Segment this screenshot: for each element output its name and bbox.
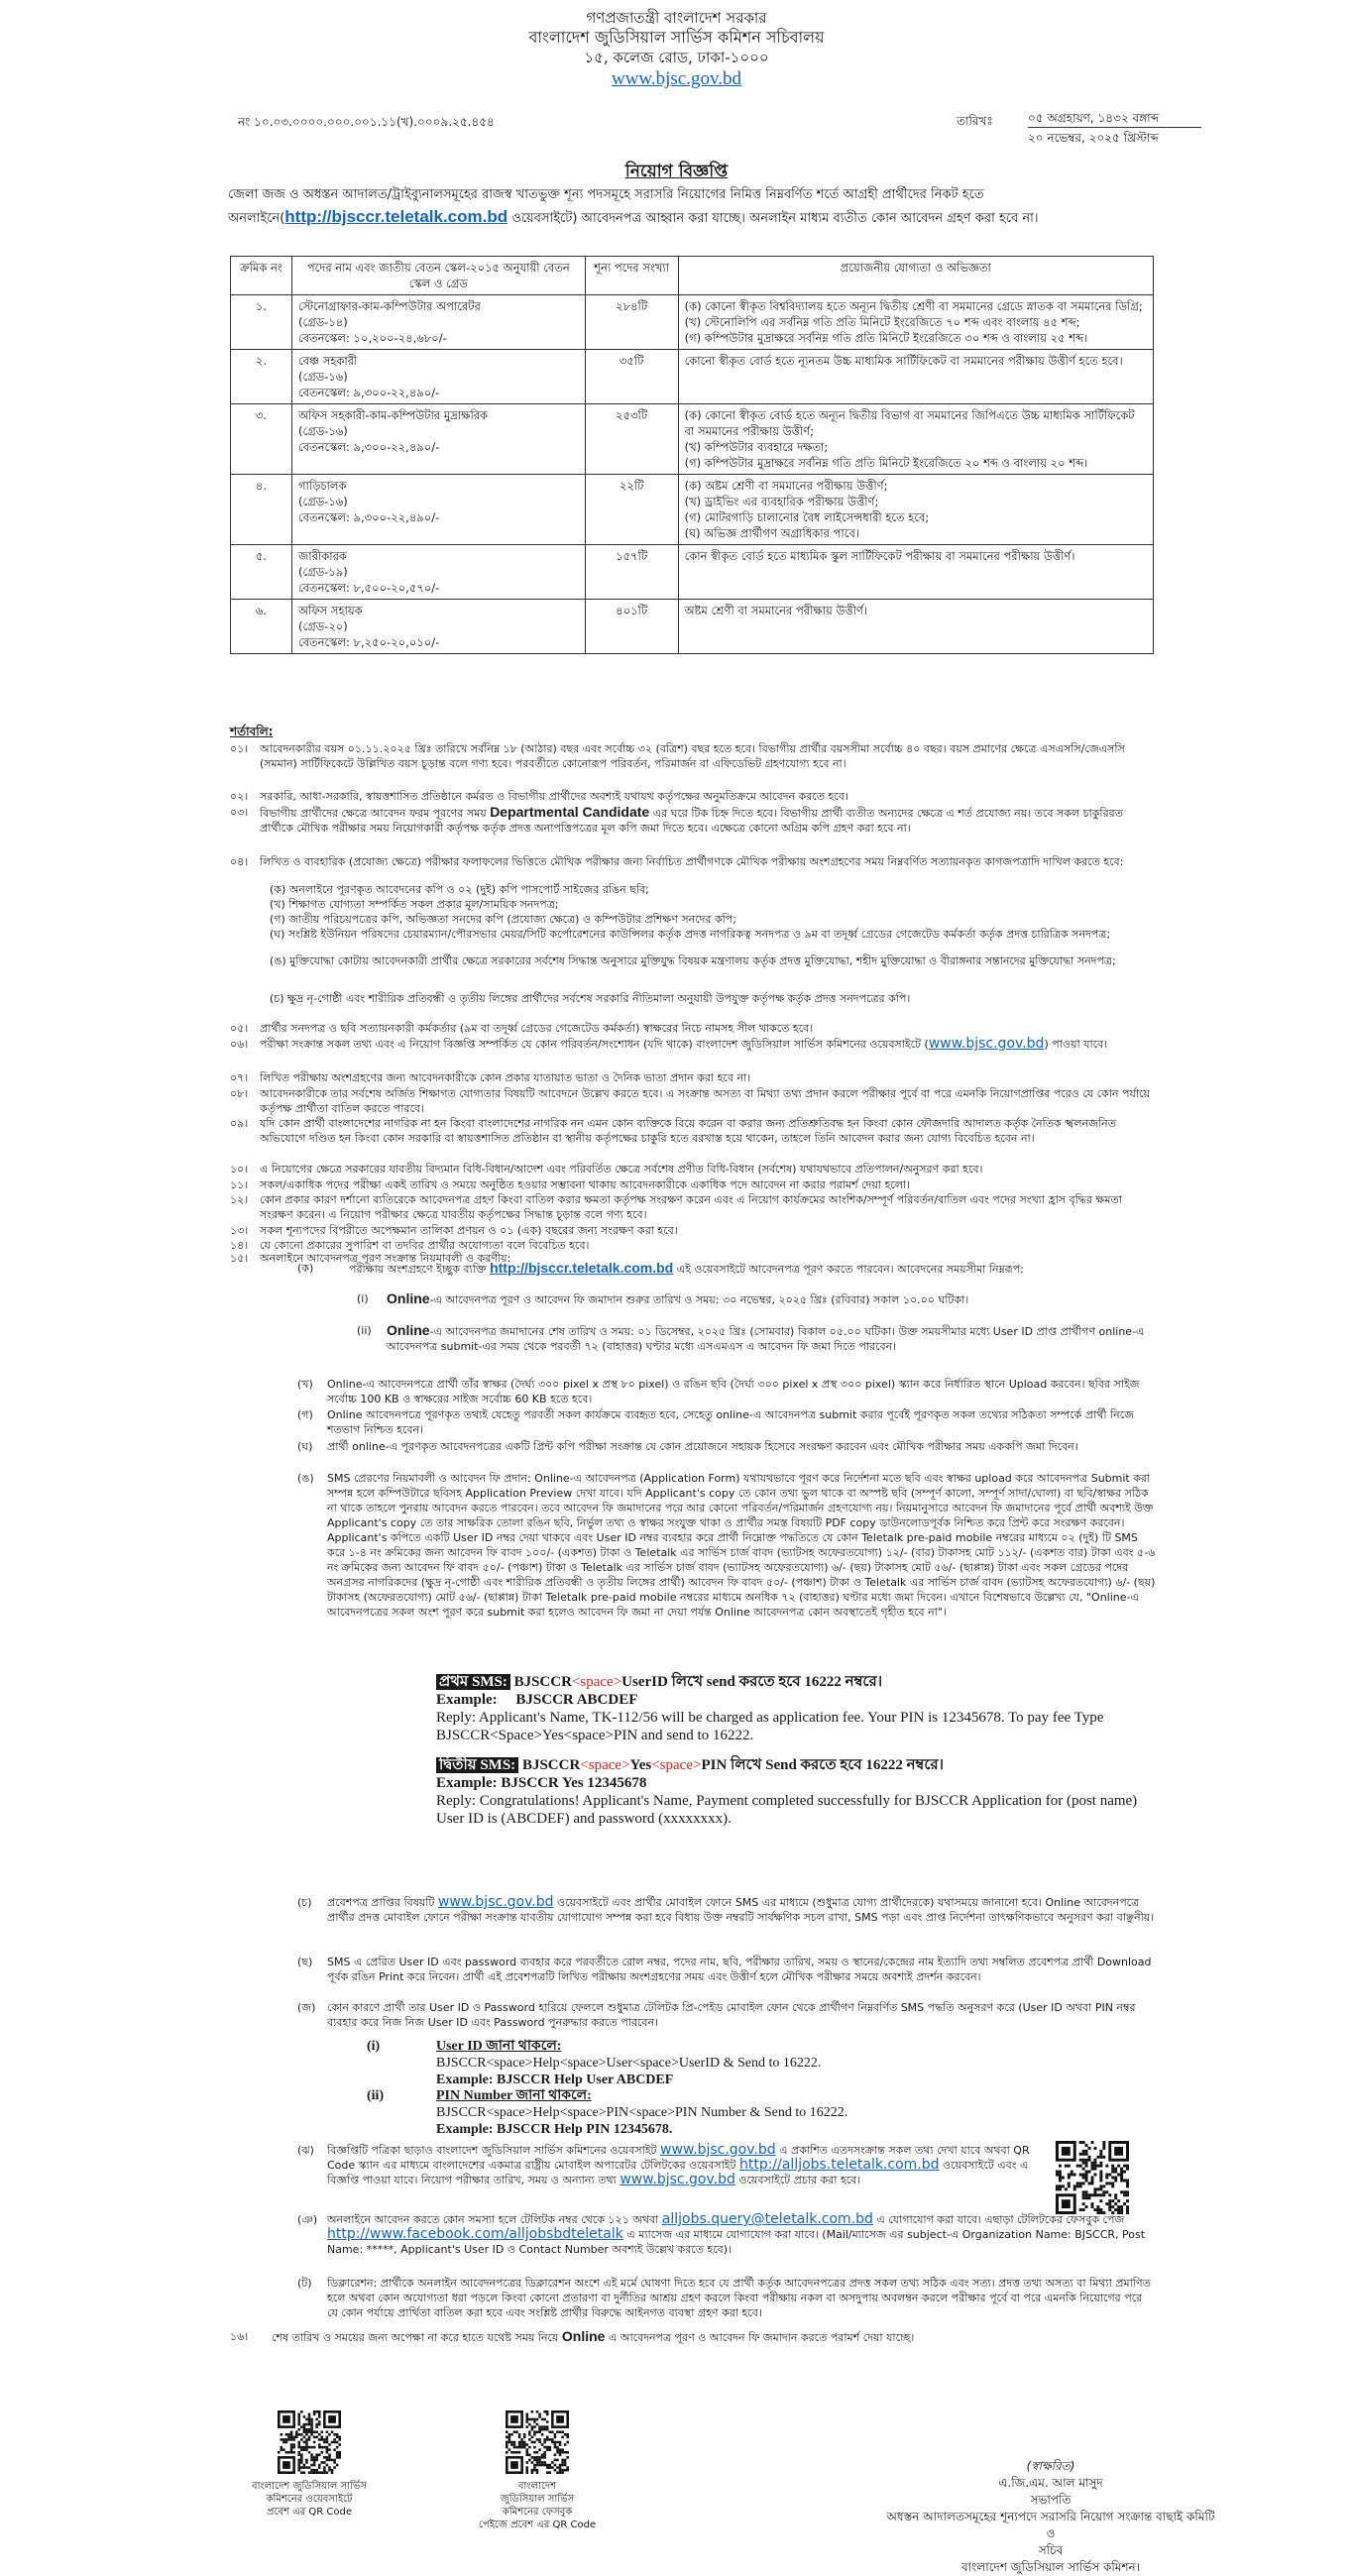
requirement-cell [678,295,1153,350]
condition-number: ০৭। [230,1071,249,1084]
qr-caption-website [230,2480,389,2519]
online-cha [297,1895,1156,1925]
condition-number: ০৫। [230,1022,249,1035]
requirement-line: (খ) স্টেনোলিপি এর সর্বনিম্ন গতি প্রতি মিনিটে ইংরেজিতে ৭০ শব্দ এবং বাংলায় ৪৫ শব্দ; [684,315,1080,329]
qr-code-website [278,2410,341,2474]
first-sms-block [436,1673,1160,1744]
condition-number: ০৪। [230,855,249,868]
table-row [231,404,1154,475]
signatory-office: বাংলাদেশ জুডিসিয়াল সার্ভিস কমিশন। [960,2560,1141,2574]
item-label: (খ) [297,1378,313,1391]
condition-number: ০২। [230,790,249,803]
condition-text: লিখিত ও ব্যবহারিক (প্রযোজ্য ক্ষেত্রে) পরীক্ষার ফলাফলের ভিত্তিতে মৌখিক পরীক্ষার জন্য নির্বাচিত প্রার্থীগণকে মৌখিক পরীক্ষায় অংশগ্রহণের সময় নিম্নবর্ণিত সত্যায়নকৃত কাগজপত্রাদি দাখিল করতে হবে: [260,855,1124,868]
requirement-line: (ঘ) অভিজ্ঞ প্রার্থীগণ অগ্রাধিকার পাবে। [684,526,859,540]
requirement-cell [678,350,1153,404]
first-sms-command [436,1673,1160,1691]
qr-caption-line: জুডিসিয়াল সার্ভিস [500,2494,575,2505]
query-email-link[interactable]: alljobs.query@teletalk.com.bd [661,2211,873,2227]
item-label: (ট) [297,2277,312,2290]
qr-icon [1056,2141,1129,2214]
condition-number: ১২। [230,1193,249,1206]
recover-title: User ID জানা থাকলে: [436,2039,562,2054]
post-grade: (গ্রেড-১৯) [297,565,348,579]
requirement-line: কোন স্বীকৃত বোর্ড হতে মাধ্যমিক স্কুল সার্টিফিকেট পরীক্ষায় বা সমমানের পরীক্ষায় উত্তীর্ণ। [684,549,1075,563]
condition-text [260,805,1157,836]
sms-instruction: লিখে send করতে হবে 16222 নম্বরে। [667,1674,883,1690]
intro-text-2: ওয়েবসাইটে) আবেদনপত্র আহ্বান করা যাচ্ছে। অনলাইন মাধ্যম ব্যতীত কোন আবেদন গ্রহণ করা হবে না। [507,211,1039,226]
condition-text [260,1116,1157,1146]
item-text-part: -এ আবেদনপত্র পূরণ ও আবেদন ফি জমাদান শুরুর তারিখ ও সময়: ৩০ নভেম্বর, ২০২৫ খ্রিঃ (রবিবার) সকাল ১০.০০ ঘটিকা। [429,1293,969,1306]
item-text [387,1323,1156,1354]
post-name: বেঞ্চ সহকারী [297,354,358,368]
sms-keyword: BJSCCR [521,1757,581,1773]
qr-code-notice [1056,2141,1129,2214]
qr-caption-line: কমিশনের ওয়েবসাইটে [266,2494,353,2505]
post-scale: বেতনস্কেল: ১০,২০০-২৪,৬৮০/- [297,331,447,345]
condition-item [230,1070,1157,1085]
item-text: ডিক্লারেশন: প্রার্থীকে অনলাইন আবেদনপত্রের ডিক্লারেশন অংশে এই মর্মে ঘোষণা দিতে হবে যে প্রার্থী কর্তৃক আবেদনপত্রের প্রদত্ত সকল তথ্য সঠিক এবং সত্য। প্রদত্ত তথ্য অসত্য বা মিথ্যা প্রমাণিত হলে অথবা কোন অযোগ্যতা ধরা পড়লে কিংবা কোনো প্রতারণা বা দুর্নীতির আশ্রয় গ্রহণ করলে কিংবা পরীক্ষায় নকল বা অসদুপায় অবলম্বন করলে পরীক্ষার পূর্বে বা পরে এমনকি নিয়োগের পরে যে কোন পর্যায়ে প্রার্থিতা বাতিল করা হবে এবং সংশ্লিষ্ট প্রার্থীর বিরুদ্ধে আইনগত ব্যবস্থা গ্রহণ করা হবে। [327,2277,1151,2319]
recover-userid [367,2038,1061,2088]
online-gha [297,1439,1156,1454]
condition-item [230,1116,1157,1146]
requirement-line: (ক) কোনো স্বীকৃত বোর্ড হতে অন্যূন দ্বিতীয় বিভাগ বা সমমানের জিপিএতে উচ্চ মাধ্যমিক সার্টিফিকেট বা সমমানের পরীক্ষায় উত্তীর্ণ; [684,408,1135,438]
condition-item [230,1162,1157,1176]
sms-instruction: লিখে Send করতে হবে 16222 নম্বরে। [727,1757,945,1773]
condition-number: ০৮। [230,1087,249,1100]
online-word: Online [387,1290,430,1306]
item-text-part: এ প্রকাশিত এতদসংক্রান্ত সকল তথ্য দেখা যাবে অথবা QR Code স্ক্যান এর মাধ্যমে বাংলাদেশের একমাত্র রাষ্ট্রীয় মোবাইল অপারেটর টেলিটকের ওয়েবসাইট [327,2144,1030,2172]
condition-text [260,1037,1157,1052]
address-line: ১৫, কলেজ রোড, ঢাকা-১০০০ [584,49,769,66]
condition-4-item: (ক) অনলাইনে পূরণকৃত আবেদনের কপি ও ০২ (দুই) কপি পাসপোর্ট সাইজের রঙিন ছবি; [270,883,649,896]
online-ngo [297,1471,1156,1620]
condition-4-item: (খ) শিক্ষাগত যোগ্যতা সম্পর্কিত সকল প্রকার মূল/সাময়িক সনদপত্র; [270,898,559,911]
sms-userid-token: UserID [621,1674,668,1690]
item-label: (চ) [297,1896,312,1909]
table-row [231,545,1154,600]
sms-pin-token: PIN [701,1757,728,1773]
item-label: (ঝ) [297,2144,314,2157]
table-row [231,350,1154,404]
signatory-name: এ.জি.এম. আল মাসুদ [998,2476,1103,2490]
requirement-cell [678,475,1153,545]
condition-text-part: এ আবেদনপত্র পূরণ ও আবেদন ফি জমাদান করতে পরামর্শ দেয়া যাচ্ছে। [605,2331,915,2344]
condition-text-part: শেষ তারিখ ও সময়ের জন্য অপেক্ষা না করে হাতে যথেষ্ট সময় নিয়ে [272,2331,562,2344]
post-grade: (গ্রেড-১৬) [297,495,348,508]
item-text [387,1291,1156,1307]
signatory-secretary: সচিব [1038,2543,1064,2557]
online-jha [297,2143,1046,2187]
govt-line: গণপ্রজাতন্ত্রী বাংলাদেশ সরকার [586,9,767,27]
item-label: (ঙ) [297,1472,314,1485]
online-ja [297,2000,1156,2030]
condition-text-part: যদি কোন প্রার্থী বাংলাদেশের নাগরিক না হন কিংবা বাংলাদেশের নাগরিক নন এমন কোন ব্যক্তিকে বিয়ে করেন বা করার জন্য প্রতিশ্রুতিবদ্ধ হন কিংবা কোন ফৌজদারি আদালত কর্তৃক নৈতিক স্খলনজনিত অভিযোগে দণ্ডিত হন কিংবা কোন সরকারি বা স্বায়ত্তশাসিত প্রতিষ্ঠান বা স্থানীয় কর্তৃপক্ষের চাকুরি হতে বরখাস্ত হয়ে থাকেন, তাহলে তিনি আবেদন করার জন্য যোগ্য বিবেচিত হবেন না। [260,1117,1116,1145]
recover-text [436,2038,1061,2088]
condition-4-item: (চ) ক্ষুদ্র নৃ-গোষ্ঠী এবং শারীরিক প্রতিবন্ধী ও তৃতীয় লিঙ্গের প্রার্থীদের সর্বশেষ সরকারি নীতিমালা অনুযায়ী উপযুক্ত কর্তৃপক্ষ কর্তৃক প্রদত্ত সনদপত্রের কপি। [270,992,911,1005]
condition-text-part: সকল/একাধিক পদের পরীক্ষা একই তারিখ ও সময়ে অনুষ্ঠিত হওয়ার সম্ভাবনা থাকায় আবেদনকারীকে একাধিক পদে আবেদন না করার পরামর্শ দেয়া হলো। [260,1178,911,1191]
alljobs-link[interactable]: http://alljobs.teletalk.com.bd [738,2157,940,2173]
requirement-cell [678,404,1153,475]
serial-cell: ৬. [231,600,292,654]
post-grade: (গ্রেড-১৬) [297,370,348,384]
qr-icon [506,2410,569,2474]
condition-text [260,1162,1157,1176]
serial-cell: ২. [231,350,292,404]
condition-item [230,1177,1157,1192]
recover-example: Example: BJSCCR Help PIN 12345678. [436,2122,673,2137]
recover-title: PIN Number জানা থাকলে: [436,2088,592,2103]
vacancy-cell: ২৫৩টি [585,404,678,475]
qr-caption-line: বাংলাদেশ জুডিসিয়াল সার্ভিস [252,2481,367,2492]
serial-cell: ১. [231,295,292,350]
post-name: জারীকারক [297,549,347,563]
second-sms-label: দ্বিতীয় SMS: [436,1757,518,1773]
recover-text [436,2087,1061,2138]
post-name: অফিস সহায়ক [297,604,363,617]
first-sms-label: প্রথম SMS: [436,1674,510,1690]
teletalk-apply-link[interactable]: http://bjsccr.teletalk.com.bd [490,1260,674,1276]
sms-space-token: <space> [651,1757,702,1773]
condition-number: ১০। [230,1163,249,1176]
online-i [357,1291,1156,1307]
condition-item [230,1021,1157,1036]
qr-code-facebook [506,2410,569,2474]
condition-text-part: প্রার্থীর সনদপত্র ও ছবি সত্যায়নকারী কর্মকর্তার (৯ম বা তদূর্ধ্ব গ্রেডের গেজেটেড কর্মকর্তা) স্বাক্ষরের নিচে নামসহ সীল থাকতে হবে। [260,1022,814,1035]
online-ga [297,1407,1156,1437]
teletalk-link[interactable]: http://bjsccr.teletalk.com.bd [284,207,508,226]
condition-number: ০৬। [230,1038,249,1051]
recover-example: Example: BJSCCR Help User ABCDEF [436,2072,674,2087]
posts-table-body [231,295,1154,654]
item-text-part: এ যোগাযোগ করা যাবে। এছাড়া টেলিটকের ফেসবুক পেজ [872,2213,1125,2226]
item-text [327,1895,1156,1925]
condition-text [260,1177,1157,1192]
condition-text-part: ) পাওয়া যাবে। [1044,1038,1108,1051]
condition-2 [230,789,1157,804]
post-name: গাড়িচালক [297,479,347,493]
online-word: Online [387,1322,430,1338]
bjsc-link[interactable]: www.bjsc.gov.bd [928,1036,1045,1052]
sms-space-token: <space> [571,1674,622,1690]
online-chha [297,1955,1156,1984]
item-text-part: বিজ্ঞপ্তিটি পত্রিকা ছাড়াও বাংলাদেশ জুডিসিয়াল সার্ভিস কমিশনের ওয়েবসাইট [327,2144,661,2157]
requirement-line: কোনো স্বীকৃত বোর্ড হতে ন্যূনতম উচ্চ মাধ্যমিক সার্টিফিকেট বা সমমানের পরীক্ষায় উত্তীর্ণ হতে হবে। [684,354,1123,368]
post-cell [291,545,585,600]
requirement-line: (ক) কোনো স্বীকৃত বিশ্ববিদ্যালয় হতে অন্যূন দ্বিতীয় শ্রেণী বা সমমানের গ্রেডে স্নাতক বা সমমানের ডিগ্রি; [684,299,1143,313]
condition-number: ১৪। [230,1239,249,1252]
post-scale: বেতনস্কেল: ৯,৩০০-২২,৪৯০/- [297,386,440,399]
date-english: ২০ নভেম্বর, ২০২৫ খ্রিস্টাব্দ [1028,131,1159,145]
item-label: (ছ) [297,1956,313,1968]
item-label: (জ) [297,2001,316,2014]
condition-text [260,1086,1157,1116]
condition-text: আবেদনকারীর বয়স ০১.১১.২০২৫ খ্রিঃ তারিখে সর্বনিম্ন ১৮ (আঠার) বছর এবং সর্বোচ্চ ৩২ (বত্রিশ) বছর হতে হবে। বিভাগীয় প্রার্থীর বয়সসীমা সর্বোচ্চ ৪০ বছর। বয়স প্রমাণের ক্ষেত্রে এসএসসি/জেএসসি (সমমান) সার্টিফিকেটে উল্লিখিত বয়স চূড়ান্ত বলে গণ্য হবে। পরবর্তীতে কোনোরূপ পরিবর্তন, পরিমার্জন বা এফিডেভিট গ্রহণযোগ্য হবে না। [260,742,1125,770]
condition-text [260,1021,1157,1036]
online-kha [297,1377,1156,1406]
qr-caption-line: কমিশনের ফেসবুক [502,2507,573,2518]
condition-text-part: এ নিয়োগের ক্ষেত্রে সরকারের যাবতীয় বিদ্যমান বিধি-বিধান/আদেশ এবং পরিবর্তিত ক্ষেত্রে সর্বশেষ প্রণীত বিধি-বিধান (সর্বশেষ) যথাযথভাবে প্রতিপালন/অনুসরণ করা হবে। [260,1163,983,1176]
condition-text-part: সকল শূন্যপদের বিপরীতে অপেক্ষমান তালিকা প্রণয়ন ও ০১ (এক) বছরের জন্য সংরক্ষণ করা হবে। [260,1224,678,1237]
post-name: স্টেনোগ্রাফার-কাম-কম্পিউটার অপারেটর [297,299,481,313]
item-label: (ii) [357,1324,372,1337]
item-text-part: অনলাইনে আবেদন করতে কোন সমস্যা হলে টেলিটক নম্বর থেকে ১২১ অথবা [327,2213,662,2226]
second-sms-reply: Reply: Congratulations! Applicant's Name, Payment completed successfully for BJSCCR Application for (post name) User ID is (ABCDEF) and password (xxxxxxxx). [436,1793,1138,1827]
condition-number: ১১। [230,1178,249,1191]
qr-caption-line: প্রবেশ এর QR Code [266,2507,353,2518]
recover-command: BJSCCR<space>Help<space>User<space>UserID & Send to 16222. [436,2056,822,2071]
signature-block [753,2458,1348,2576]
sms-keyword: BJSCCR [513,1674,572,1690]
item-text: SMS প্রেরণের নিয়মাবলী ও আবেদন ফি প্রদান: Online-এ আবেদনপত্র (Application Form) যথাযথভাবে পূরণ করে নির্দেশনা মতে ছবি এবং স্বাক্ষর upload করে আবেদনপত্র Submit করা সম্পন্ন হলে কম্পিউটারে ছবিসহ Application Preview দেখা যাবে। যদি Applicant's copy তে কোন তথ্য ভুল থাকে বা অস্পষ্ট ছবি (সম্পূর্ণ কালো, সম্পূর্ণ সাদা/ঘোলা) বা ছবি/স্বাক্ষর সঠিক না থাকে তাহলে পুনরায় আবেদন করতে পারবেন। তবে আবেদন ফি জমাদানের পরে আর কোনো পরিবর্তন/পরিমার্জন গ্রহণযোগ্য নয়। নিয়মানুসারে আবেদন ফি জমাদানের পূর্বে প্রার্থী অবশ্যই উক্ত Applicant's copy তে তার সাক্ষরিক তোলা রঙিন ছবি, নির্ভুল তথ্য ও স্বাক্ষর সংযুক্ত থাকা ও প্রার্থীর সমস্ত বিষয়টি PDF copy ডাউনলোডপূর্বক নিশ্চিত করে প্রিন্ট করে সংরক্ষণ করবেন। Applicant's কপিতে একটি User ID নম্বর দেয়া থাকবে এবং User ID নম্বর ব্যবহার করে প্রার্থী নিম্নোক্ত পদ্ধতিতে যে কোন Teletalk pre-paid mobile নম্বরের মাধ্যমে ০২ (দুই) টি SMS করে ১-৪ নং ক্রমিকের জন্য আবেদন ফি বাবদ ১০০/- (একশত) টাকা ও Teletalk এর সার্ভিস চার্জ বাবদ (ভ্যাটসহ অফেরতযোগ্য) ১২/- (বার) টাকাসহ মোট ১১২/- (একশত বার) টাকা এবং ৫-৬ নং ক্রমিকের জন্য আবেদন ফি বাবদ ৫০/- (পঞ্চাশ) টাকা ও Teletalk এর সার্ভিস চার্জ বাবদ (ভ্যাটসহ অফেরতযোগ্য) ৬/- (ছয়) টাকাসহ মোট ৫৬/- (ছাপ্পান্ন) টাকা এবং সকল গ্রেডের পদের অনগ্রসর নাগরিকদের (ক্ষুদ্র নৃ-গোষ্ঠী এবং শারীরিক প্রতিবন্ধী ও তৃতীয় লিঙ্গের প্রার্থী) আবেদন ফি বাবদ ৫০/- (পঞ্চাশ) টাকা ও Teletalk এর সার্ভিস চার্জ বাবদ (ভ্যাটসহ অফেরতযোগ্য) ৬/- (ছয়) টাকাসহ (অফেরতযোগ্য) মোট ৫৬/- (ছাপ্পান্ন) টাকা Teletalk pre-paid mobile নম্বরের মাধ্যমে অনধিক ৭২ (বাহাত্তর) ঘণ্টার মধ্যে জমা দিবেন। এখানে বিশেষভাবে উল্লেখ্য যে, "Online-এ আবেদনপত্রের সকল অংশ পূরণ করে submit করা হলেও আবেদন ফি জমা না দেয়া পর্যন্ত Online আবেদনপত্র কোন অবস্থাতেই গৃহীত হবে না"। [327,1472,1156,1619]
item-text-part: -এ আবেদনপত্র জমাদানের শেষ তারিখ ও সময়: ০১ ডিসেম্বর, ২০২৫ খ্রিঃ (সোমবার) বিকাল ০৫.০০ ঘটিকা। উক্ত সময়সীমার মধ্যে User ID প্রাপ্ত প্রার্থীগণ online-এ আবেদনপত্র submit-এর সময় থেকে পরবর্তী ৭২ (বাহাত্তর) ঘণ্টার মধ্যে এসএমএস এ আবেদন ফি জমা দিতে পারবেন। [387,1325,1145,1353]
online-nya [297,2212,1156,2257]
post-cell [291,404,585,475]
requirement-cell [678,600,1153,654]
second-sms-example [436,1774,1160,1792]
condition-number: ১৫। [230,1252,249,1265]
item-text-part: এই ওয়েবসাইটে আবেদনপত্র পূরণ করতে পারবেন। আবেদনের সময়সীমা নিম্নরূপ: [673,1263,1024,1276]
table-header-row [231,257,1154,295]
post-grade: (গ্রেড-১৪) [297,315,348,329]
intro-text-1: জেলা জজ ও অধস্তন আদালত/ট্রাইব্যুনালসমূহের রাজস্ব খাতভুক্ত শূন্য পদসমূহে সরাসরি নিয়োগের নিমিত্ত নিম্নবর্ণিত শর্তে আগ্রহী প্রার্থীদের নিকট হতে অনলাইনে( [228,187,984,226]
vacancy-cell: ২৮৪টি [585,295,678,350]
facebook-link[interactable]: http://www.facebook.com/alljobsbdteletalk [327,2226,623,2242]
post-scale: বেতনস্কেল: ৯,৩০০-২২,৪৯০/- [297,510,440,524]
signatory-role: সভাপতি [1030,2493,1071,2507]
vacancy-cell: ১৫৭টি [585,545,678,600]
online-ii [357,1323,1156,1354]
condition-text-part: পরীক্ষা সংক্রান্ত সকল তথ্য এবং এ নিয়োগ বিজ্ঞপ্তি সম্পর্কিত যে কোন পরিবর্তন/সংশোধন (যদি থাকে) বাংলাদেশ জুডিসিয়াল সার্ভিস কমিশনের ওয়েবসাইটে ( [260,1038,929,1051]
requirement-line: অষ্টম শ্রেণী বা সমমানের পরীক্ষায় উত্তীর্ণ। [684,604,868,617]
example-value: BJSCCR Yes 12345678 [501,1775,647,1791]
qr-caption-line: বাংলাদেশ [517,2481,557,2492]
online-ta [297,2276,1156,2320]
notice-title: নিয়োগ বিজ্ঞপ্তি [624,162,729,181]
condition-text-part: এর ঘরে টিক চিহ্ন দিতে হবে। বিভাগীয় প্রার্থী ব্যতীত অন্যদের ক্ষেত্রে এ শর্ত প্রযোজ্য নয়। তবে সকল চাকুরিরত প্রার্থীকে মৌখিক পরীক্ষার সময় নিয়োগকারী কর্তৃপক্ষ কর্তৃক প্রদত্ত অনাপত্তিপত্রের মূল কপি জমা দিতে হবে। এক্ষেত্রে কোনো অগ্রিম কপি গ্রহণ করা হবে না। [260,807,1123,835]
example-value: BJSCCR ABCDEF [515,1692,638,1708]
condition-4-item: (ঙ) মুক্তিযোদ্ধা কোটায় আবেদনকারী প্রার্থীর ক্ষেত্রে সরকারের সর্বশেষ সিদ্ধান্ত অনুসারে মুক্তিযুদ্ধ বিষয়ক মন্ত্রণালয় কর্তৃক প্রদত্ত মুক্তিযোদ্ধা, শহীদ মুক্তিযোদ্ধা ও বীরাঙ্গনার সন্তানদের মুক্তিযোদ্ধা সনদপত্র; [270,954,1116,967]
recover-pin [367,2087,1061,2138]
departmental-candidate-label: Departmental Candidate [490,804,650,820]
date-bangla: ০৫ অগ্রহায়ণ, ১৪৩২ বঙ্গাব্দ [1028,109,1201,128]
signatory-committee: অধস্তন আদালতসমূহের শূন্যপদে সরাসরি নিয়োগ সংক্রান্ত বাছাই কমিটি [886,2510,1215,2523]
condition-text-part: আবেদনকারীকে তার সর্বশেষ অর্জিত শিক্ষাগত যোগ্যতার বিষয়টি আবেদনে উল্লেখ করতে হবে। এ সংক্রান্ত অসত্য বা মিথ্যা তথ্য প্রদান করলে পরীক্ষার পূর্বে বা পরে এমনকি নিয়োগপ্রাপ্তির পরেও যে কোন পর্যায়ে কর্তৃপক্ষ প্রার্থীতা বাতিল করতে পারবে। [260,1087,1150,1115]
condition-text-part: যে কোনো প্রকারের সুপারিশ বা তদবির প্রার্থীর অযোগ্যতা বলে বিবেচিত হবে। [260,1239,590,1252]
serial-cell: ৫. [231,545,292,600]
condition-item [230,1086,1157,1116]
item-text-part: প্রবেশপত্র প্রাপ্তির বিষয়টি [327,1896,438,1909]
qr-caption-facebook [458,2480,617,2531]
signed-mark: (স্বাক্ষরিত) [1026,2459,1075,2473]
recover-command: BJSCCR<space>Help<space>PIN<space>PIN Number & Send to 16222. [436,2105,848,2120]
example-label: Example: [436,1775,498,1791]
condition-text-part: লিখিত পরীক্ষায় অংশগ্রহণের জন্য আবেদনকারীকে কোন প্রকার যাতায়াত ভাতা ও দৈনিক ভাতা প্রদান করা হবে না। [260,1071,751,1084]
website-link[interactable]: www.bjsc.gov.bd [611,68,742,89]
item-text-part: পরীক্ষায় অংশগ্রহণে ইচ্ছুক ব্যক্তি [349,1263,491,1276]
bjsc-link[interactable]: www.bjsc.gov.bd [437,1894,554,1910]
item-text: Online আবেদনপত্রে পূরণকৃত তথ্যই যেহেতু পরবর্তী সকল কার্যক্রমে ব্যবহৃত হবে, সেহেতু online-এ আবেদনপত্র submit করার পূর্বেই পূরণকৃত সকল তথ্যের সঠিকতা সম্পর্কে প্রার্থী নিজে শতভাগ নিশ্চিত হবেন। [327,1408,1134,1436]
col-requirement: প্রয়োজনীয় যোগ্যতা ও অভিজ্ঞতা [678,257,1153,295]
requirement-line: (ক) অষ্টম শ্রেণী বা সমমানের পরীক্ষায় উত্তীর্ণ; [684,479,888,493]
post-scale: বেতনস্কেল: ৯,৩০০-২২,৪৯০/- [297,440,440,454]
conditions-title: শর্তাবলি: [230,725,274,738]
post-grade: (গ্রেড-২০) [297,619,348,633]
item-text-part: এ ম্যাসেজ এর মাধ্যমে যোগাযোগ করা যাবে। (Mail/ম্যাসেজ এর subject-এ Organization Name: BJSCCR, Post Name: *****, Applicant's User ID ও Contact Number অবশ্যই উল্লেখ করতে হবে)। [327,2228,1146,2256]
item-text-part: ওয়েবসাইটে এবং প্রার্থীর মোবাইল ফোনে SMS এর মাধ্যমে (শুধুমাত্র যোগ্য প্রার্থীদেরকে) যথাসময়ে জানানো হবে। Online আবেদনপত্রে প্রার্থীর প্রদত্ত মোবাইল ফোনে পরীক্ষা সংক্রান্ত যাবতীয় যোগাযোগ সম্পন্ন করা হবে বিধায় উক্ত নম্বরটি সার্বক্ষণিক সচল রাখা, SMS পড়া এবং প্রাপ্ত নির্দেশনা তাৎক্ষণিকভাবে অনুসরণ করা বাঞ্ছনীয়। [327,1896,1155,1924]
vacancy-cell: ৩৫টি [585,350,678,404]
date-label: তারিখঃ [957,114,993,128]
item-text-part: ওয়েবসাইটে প্রচার করা হবে। [734,2174,861,2186]
condition-item [230,1037,1157,1052]
sms-space-token: <space> [580,1757,630,1773]
condition-4 [230,854,1157,869]
serial-cell: ৪. [231,475,292,545]
condition-4-item: (গ) জাতীয় পরিচয়পত্রের কপি, অভিজ্ঞতা সনদের কপি (প্রযোজ্য ক্ষেত্রে) ও কম্পিউটার প্রশিক্ষণ সনদের কপি; [270,913,736,926]
item-label: (ঘ) [297,1440,313,1453]
first-sms-reply: Reply: Applicant's Name, TK-112/56 will be charged as application fee. Your PIN is 12345678. To pay fee Type BJSCCR<Space>Yes<space>PIN and send to 16222. [436,1710,1104,1743]
post-cell [291,475,585,545]
office-line: বাংলাদেশ জুডিসিয়াল সার্ভিস কমিশন সচিবালয় [528,28,825,47]
col-serial: ক্রমিক নং [231,257,292,295]
bjsc-link[interactable]: www.bjsc.gov.bd [660,2142,776,2158]
condition-item [230,1192,1157,1222]
condition-4-item: (ঘ) সংশ্লিষ্ট ইউনিয়ন পরিষদের চেয়ারম্যান/পৌরসভার মেয়র/সিটি কর্পোরেশনের কাউন্সিলর কর্তৃক প্রদত্ত নাগরিকত্ব সনদপত্র ও ৯ম বা তদূর্ধ্ব গ্রেডের গেজেটেড কর্মকর্তা কর্তৃক প্রদত্ত চারিত্রিক সনদপত্র; [270,928,1111,941]
condition-number: ০৯। [230,1117,249,1130]
item-label: (i) [357,1292,369,1305]
post-scale: বেতনস্কেল: ৮,২৫০-২০,০১০/- [297,635,440,649]
requirement-line: (খ) কম্পিউটার ব্যবহারে দক্ষতা; [684,440,829,454]
condition-number: ১৩। [230,1224,249,1237]
item-text-part: ওয়েবসাইটে এবং এ বিজ্ঞপ্তি পাওয়া যাবে। নিয়োগ পরীক্ষার তারিখ, সময় ও অন্যান্য তথ্য [327,2159,1029,2186]
col-vacancy: শূন্য পদের সংখ্যা [585,257,678,295]
condition-16 [230,2329,1157,2345]
item-label: (গ) [297,1408,313,1421]
item-text [349,1261,1156,1277]
qr-icon [278,2410,341,2474]
requirement-line: (গ) কম্পিউটার মুদ্রাক্ষরে সর্বনিম্ন গতি প্রতি মিনিটে ইংরেজিতে ৩০ শব্দ ও বাংলায় ২৫ শব্দ। [684,331,1088,345]
condition-3 [230,805,1157,836]
second-sms-block [436,1756,1160,1828]
condition-text [260,1223,1157,1238]
posts-table [230,256,1154,654]
item-text: প্রার্থী online-এ পূরণকৃত আবেদনপত্রের একটি প্রিন্ট কপি পরীক্ষা সংক্রান্ত যে কোন প্রয়োজনে সহায়ক হিসেবে সংরক্ষণ করবেন এবং মৌখিক পরীক্ষার সময় এককপি জমা দিবেন। [327,1440,1078,1453]
intro-paragraph [228,184,1160,230]
signatory-conjunction: ও [1046,2526,1056,2540]
requirement-line: (গ) মোটরগাড়ি চালানোর বৈধ লাইসেন্সধারী হতে হবে; [684,510,930,524]
example-label: Example: [436,1692,498,1708]
condition-item [230,1223,1157,1238]
condition-number: ১৬। [230,2330,249,2343]
recover-label: (i) [367,2039,381,2054]
col-post: পদের নাম এবং জাতীয় বেতন স্কেল-২০১৫ অনুযায়ী বেতন স্কেল ও গ্রেড [291,257,585,295]
condition-text [260,1192,1157,1222]
recover-label: (ii) [367,2088,385,2103]
post-cell [291,350,585,404]
vacancy-cell: ২২টি [585,475,678,545]
post-cell [291,295,585,350]
requirement-line: (গ) কম্পিউটার মুদ্রাক্ষরে সর্বনিম্ন গতি প্রতি মিনিটে ইংরেজিতে ২০ শব্দ ও বাংলায় ২০ শব্দ। [684,456,1088,470]
condition-text [260,1070,1157,1085]
post-grade: (গ্রেড-১৬) [297,424,348,438]
vacancy-cell: ৪০১টি [585,600,678,654]
table-row [231,295,1154,350]
sms-yes-token: Yes [629,1757,652,1773]
item-text: Online-এ আবেদনপত্রে প্রার্থী তাঁর স্বাক্ষর (দৈর্ঘ্য ৩০০ pixel x প্রস্থ ৮০ pixel) ও রঙিন ছবি (দৈর্ঘ্য ৩০০ pixel x প্রস্থ ৩০০ pixel) স্ক্যান করে নির্ধারিত স্থানে Upload করবেন। ছবির সাইজ সর্বোচ্চ 100 KB ও স্বাক্ষরের সাইজ সর্বোচ্চ 60 KB হতে হবে। [327,1378,1140,1405]
item-label: (ক) [297,1262,314,1275]
condition-text-part: অনলাইনে আবেদনপত্র পূরণ সংক্রান্ত নিয়মাবলী ও করণীয়: [260,1252,511,1265]
item-text [327,2143,1046,2187]
condition-number: ০৩। [230,806,249,819]
second-sms-command [436,1756,1160,1774]
table-row [231,475,1154,545]
item-label: (ঞ) [297,2213,318,2226]
item-text [327,2212,1156,2257]
first-sms-example [436,1691,1160,1709]
letterhead [0,8,1353,91]
requirement-cell [678,545,1153,600]
table-row [231,600,1154,654]
memo-number: নং ১০.০৩.০০০০.০০০.০০১.১১(খ).০০০৯.২৫.৪৫৪ [238,115,495,129]
item-text: কোন কারণে প্রার্থী তার User ID ও Password হারিয়ে ফেললে শুধুমাত্র টেলিটক প্রি-পেইড মোবাইল ফোন থেকে প্রার্থীগণ নিম্নবর্ণিত SMS পদ্ধতি অনুসরণ করে (User ID অথবা PIN নম্বর ব্যবহার করে নিজ নিজ User ID এবং Password পুনরুদ্ধার করতে পারবেন। [327,2001,1136,2029]
online-word: Online [561,2328,606,2344]
post-cell [291,600,585,654]
condition-1 [230,741,1157,771]
serial-cell: ৩. [231,404,292,475]
online-ka [297,1261,1156,1277]
condition-text: সরকারি, আধা-সরকারি, স্বায়ত্তশাসিত প্রতিষ্ঠানে কর্মরত ও বিভাগীয় প্রার্থীদের অবশ্যই যথাযথ কর্তৃপক্ষের অনুমতিক্রমে আবেদন করতে হবে। [260,790,848,803]
requirement-line: (খ) ড্রাইভিং এর ব্যবহারিক পরীক্ষায় উত্তীর্ণ; [684,495,879,508]
condition-number: ০১। [230,742,249,755]
bjsc-link[interactable]: www.bjsc.gov.bd [620,2172,735,2187]
qr-caption-line: পেইজে প্রবেশ এর QR Code [478,2520,597,2530]
post-scale: বেতনস্কেল: ৮,৫০০-২০,৫৭০/- [297,581,440,595]
condition-text-part: বিভাগীয় প্রার্থীদের ক্ষেত্রে আবেদন ফরম পূরণের সময় [260,807,491,820]
post-name: অফিস সহকারী-কাম-কম্পিউটার মুদ্রাক্ষরিক [297,408,489,422]
item-text: SMS এ প্রেরিত User ID এবং password ব্যবহার করে পরবর্তীতে রোল নম্বর, পদের নাম, ছবি, পরীক্ষার তারিখ, সময় ও স্থানের/কেন্দ্রের নাম ইত্যাদি তথ্য সম্বলিত প্রবেশপত্র প্রার্থী Download পূর্বক রঙিন Print করে নিবেন। প্রার্থী এই প্রবেশপত্রটি লিখিত পরীক্ষায় অংশগ্রহণের সময় এবং উত্তীর্ণ হলে মৌখিক পরীক্ষার সময়ে অবশ্যই প্রদর্শন করবেন। [327,1956,1152,1983]
condition-text-part: কোন প্রকার কারণ দর্শানো ব্যতিরেকে আবেদনপত্র গ্রহণ কিংবা বাতিল করার ক্ষমতা কর্তৃপক্ষ সংরক্ষণ করেন এবং এ নিয়োগ কার্যক্রমের আংশিক/সম্পূর্ণ পরিবর্তন/বাতিল এবং পদের সংখ্যা হ্রাস বৃদ্ধির ক্ষমতা সংরক্ষণ করেন। এ নিয়োগ পরীক্ষার ক্ষেত্রে যাবতীয় কর্তৃপক্ষের সিদ্ধান্ত চূড়ান্ত বলে গণ্য হবে। [260,1193,1122,1221]
condition-text [272,2329,1157,2345]
